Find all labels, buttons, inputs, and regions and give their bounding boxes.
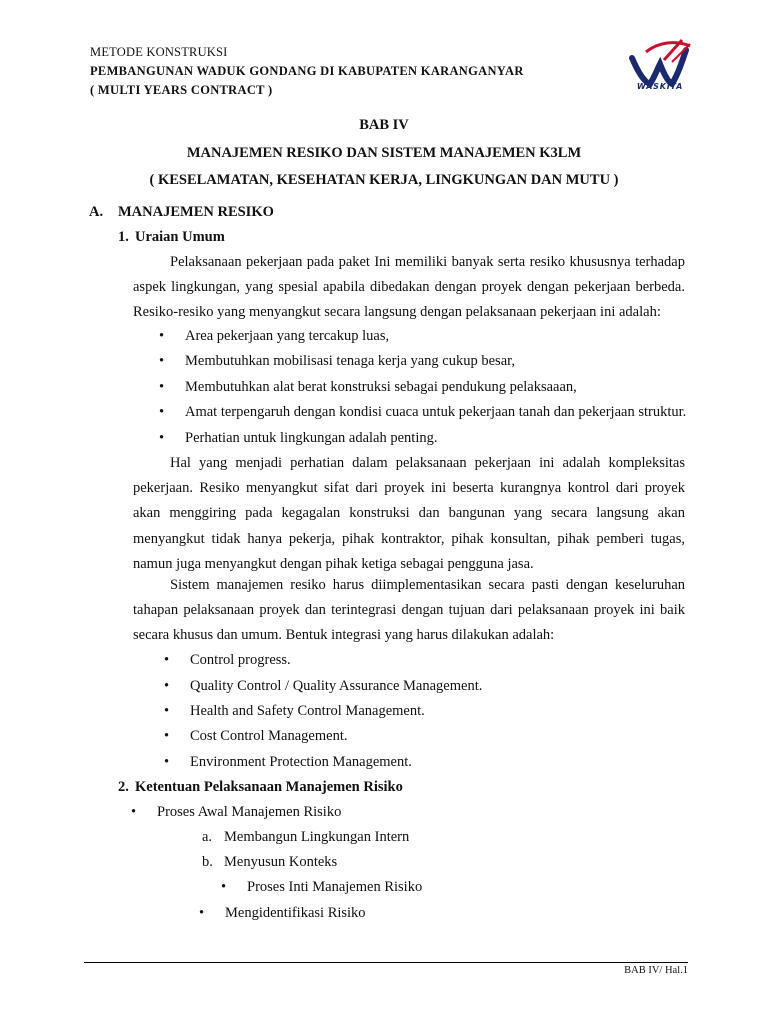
section-a-title: MANAJEMEN RESIKO	[118, 204, 274, 220]
list-item: • Amat terpengaruh dengan kondisi cuaca untuk pekerjaan tanah dan pekerjaan struktur.	[159, 404, 687, 420]
list-item: • Perhatian untuk lingkungan adalah penting.	[159, 430, 438, 446]
subsection-1-title: Uraian Umum	[135, 229, 225, 245]
paragraph-1: Pelaksanaan pekerjaan pada paket Ini memiliki banyak serta resiko khususnya terhadap aspek lingkungan, yang spesial apabila dibedakan dengan proyek dengan pekerjaan berbeda. Resiko-resiko yang menyangkut secara langsung dengan pelaksanaan pekerjaan ini adalah:	[133, 254, 685, 321]
section-a-heading	[89, 204, 274, 221]
subsection-1-heading	[118, 229, 225, 246]
list-item: • Proses Awal Manajemen Risiko	[131, 804, 342, 820]
list-item: • Membutuhkan mobilisasi tenaga kerja yang cukup besar,	[159, 353, 516, 369]
list-item: • Membutuhkan alat berat konstruksi sebagai pendukung pelaksaaan,	[159, 379, 577, 395]
header-line-3: ( MULTI YEARS CONTRACT )	[90, 83, 273, 97]
list-item: • Cost Control Management.	[164, 728, 348, 744]
chapter-title: BAB IV	[359, 117, 409, 133]
list-item: • Control progress.	[164, 652, 291, 668]
list-item: • Proses Inti Manajemen Risiko	[221, 879, 423, 895]
document-header	[90, 43, 524, 100]
header-line-2: PEMBANGUNAN WADUK GONDANG DI KABUPATEN KARANGANYAR	[90, 64, 524, 78]
page-number: BAB IV/ Hal.1	[624, 965, 688, 976]
list-item: a. Membangun Lingkungan Intern	[202, 829, 410, 845]
paragraph-2: Hal yang menjadi perhatian dalam pelaksanaan pekerjaan ini adalah kompleksitas pekerjaan. Resiko menyangkut sifat dari proyek ini beserta kurangnya kontrol dari proyek akan menggiring pada kegagalan konstruksi dan bangunan yang secara langsung akan menyangkut tidak hanya pekerja, pihak kontraktor, pihak konsultan, pihak pemberi tugas, namun juga menyangkut dengan pihak ketiga sebagai pengguna jasa.	[133, 455, 685, 572]
paragraph-3: Sistem manajemen resiko harus diimplementasikan secara pasti dengan keseluruhan tahapan pelaksanaan proyek dan terintegrasi dengan tujuan dari pelaksanaan proyek ini baik secara khusus dan umum. Bentuk integrasi yang harus dilakukan adalah:	[133, 577, 685, 644]
header-line-1: METODE KONSTRUKSI	[90, 45, 228, 59]
list-item: • Mengidentifikasi Risiko	[199, 905, 366, 921]
sub-title: ( KESELAMATAN, KESEHATAN KERJA, LINGKUNGAN DAN MUTU )	[149, 172, 619, 188]
list-item: b. Menyusun Konteks	[202, 854, 338, 870]
subsection-2-title: Ketentuan Pelaksanaan Manajemen Risiko	[135, 779, 403, 795]
list-item: • Environment Protection Management.	[164, 754, 412, 770]
footer-divider	[84, 962, 688, 963]
main-title: MANAJEMEN RESIKO DAN SISTEM MANAJEMEN K3LM	[186, 145, 582, 161]
subsection-2-heading	[118, 779, 403, 796]
list-item: • Health and Safety Control Management.	[164, 703, 425, 719]
logo-text: WASKITA	[636, 82, 684, 91]
subsection-2-label: 2.	[118, 779, 129, 795]
section-a-label: A.	[89, 204, 104, 220]
subsection-1-label: 1.	[118, 229, 129, 245]
list-item: • Area pekerjaan yang tercakup luas,	[159, 328, 390, 344]
list-item: • Quality Control / Quality Assurance Management.	[164, 678, 483, 694]
